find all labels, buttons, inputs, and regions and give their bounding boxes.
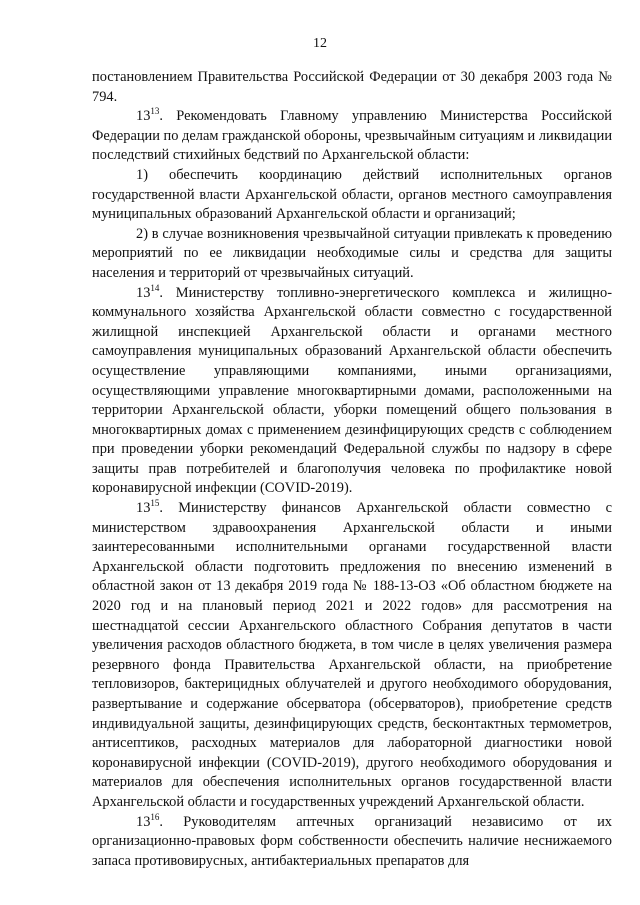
paragraph-number-superscript: 13 [150,106,160,117]
paragraph-text: . Рекомендовать Главному управлению Министерства Российской Федерации по делам гражданской обороны, чрезвычайным ситуациям и ликвидации последствий стихийных бедствий по Архангельской области: [92,108,613,164]
paragraph-number-superscript: 14 [150,282,160,293]
paragraph-text: 1) обеспечить координацию действий исполнительных органов государственной власти Архангельской области, органов местного самоуправления муниципальных образований Архангельской области и организаций; [92,166,612,223]
paragraph-13-16 [92,813,612,872]
paragraph-13-13 [92,107,612,166]
paragraph-continuation [92,68,612,107]
paragraph-number-superscript: 15 [150,498,160,509]
paragraph-text: . Министерству топливно-энергетического комплекса и жилищно-коммунального хозяйства Архангельской области совместно с государственной жилищной инспекцией Архангельской области и органами местного самоуправления муниципальных образований Архангельской области обеспечить осуществление управляющими компаниями, иными организациями, осуществляющими управление многоквартирными домами, расположенными на территории Архангельской области, уборки помещений общего пользования в многоквартирных домах с применением дезинфицирующих средств с соблюдением при проведении уборки рекомендаций Федеральной службы по надзору в сфере защиты прав потребителей и благополучия человека по профилактике новой коронавирусной инфекции (COVID-2019). [92,284,612,497]
paragraph-number-main: 13 [136,813,151,830]
paragraph-number-main: 13 [136,108,151,125]
page-number: 12 [313,36,327,51]
paragraph-number-superscript: 16 [150,811,160,822]
paragraph-text: постановлением Правительства Российской Федерации от 30 декабря 2003 года № 794. [92,69,612,105]
paragraph-number [136,811,160,830]
paragraph-13-14 [92,284,612,500]
paragraph-text: 2) в случае возникновения чрезвычайной ситуации привлекать к проведению мероприятий по ее ликвидации необходимые силы и средства для защиты населения и территорий от чрезвычайных ситуаций. [92,225,612,281]
paragraph-number-main: 13 [136,500,151,517]
paragraph-text: . Руководителям аптечных организаций независимо от их организационно-правовых форм собственности обеспечить наличие неснижаемого запаса противовирусных, антибактериальных препаратов для [92,813,612,869]
paragraph-number [136,282,160,301]
subitem-1 [92,166,612,225]
paragraph-13-15 [92,499,612,813]
paragraph-number [136,108,159,124]
subitem-2 [92,225,612,284]
document-body [92,68,612,871]
paragraph-text: . Министерству финансов Архангельской области совместно с министерством здравоохранения Архангельской области и иными заинтересованными исполнительными органами государственной власти Архангельской области подготовить предложения по внесению изменений в областной закон от 13 декабря 2019 года № 188-13-ОЗ «Об областном бюджете на 2020 год и на плановый период 2021 и 2022 годов» для рассмотрения на шестнадцатой сессии Архангельского областного Собрания депутатов в части увеличения расходов областного бюджета, в том числе в целях увеличения размера резервного фонда Правительства Архангельской области, на приобретение тепловизоров, бактерицидных облучателей и другого необходимого оборудования, развертывание и содержание обсерватора (обсерваторов), приобретение средств индивидуальной защиты, дезинфицирующих средств, бесконтактных термометров, антисептиков, расходных материалов для лабораторной диагностики новой коронавирусной инфекции (COVID-2019), другого необходимого оборудования и материалов для обеспечения исполнительных органов государственной власти Архангельской области и государственных учреждений Архангельской области. [92,500,612,810]
paragraph-number [136,500,159,516]
paragraph-number-main: 13 [136,284,151,301]
